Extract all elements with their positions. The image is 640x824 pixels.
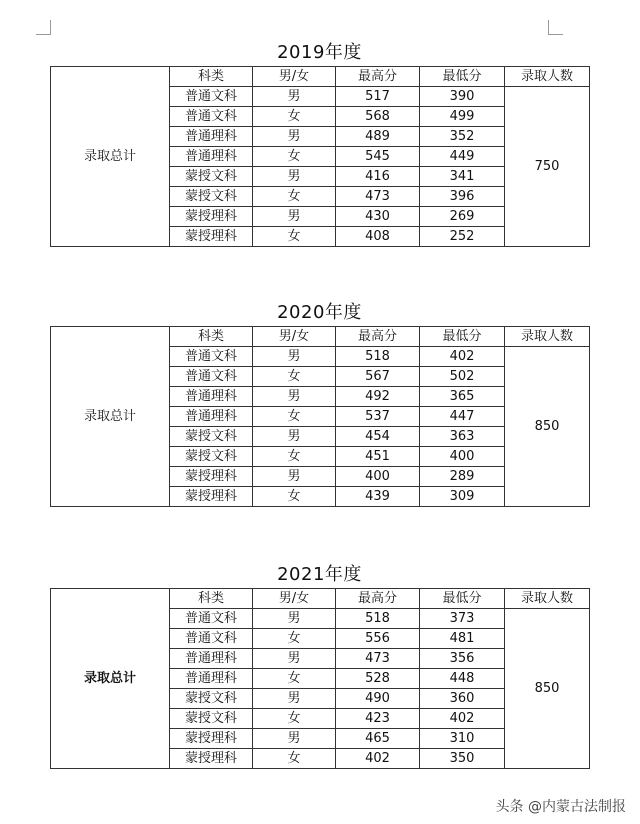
- year-title: 2020年度: [277, 302, 362, 323]
- min-score-cell: 449: [420, 147, 505, 167]
- watermark: 头条 @内蒙古法制报: [495, 799, 626, 815]
- gender-cell: 女: [253, 187, 336, 207]
- gender-cell: 女: [253, 749, 336, 769]
- column-header: 科类: [170, 67, 253, 87]
- gender-cell: 女: [253, 709, 336, 729]
- gender-cell: 女: [253, 147, 336, 167]
- year-section: [50, 562, 589, 769]
- max-score-cell: 518: [336, 609, 420, 629]
- category-cell: 蒙授文科: [170, 427, 253, 447]
- category-cell: 普通文科: [170, 107, 253, 127]
- year-section: [50, 300, 589, 507]
- header-row: [51, 327, 590, 347]
- page-corner-mark-left: [36, 20, 51, 35]
- category-cell: 蒙授文科: [170, 709, 253, 729]
- min-score-cell: 309: [420, 487, 505, 507]
- gender-cell: 女: [253, 407, 336, 427]
- column-header: 最高分: [336, 589, 420, 609]
- category-cell: 普通理科: [170, 669, 253, 689]
- gender-cell: 女: [253, 367, 336, 387]
- min-score-cell: 502: [420, 367, 505, 387]
- admission-table: [50, 326, 590, 507]
- gender-cell: 男: [253, 729, 336, 749]
- min-score-cell: 373: [420, 609, 505, 629]
- gender-cell: 男: [253, 467, 336, 487]
- category-cell: 普通文科: [170, 87, 253, 107]
- gender-cell: 女: [253, 669, 336, 689]
- column-header: 录取人数: [505, 67, 590, 87]
- min-score-cell: 360: [420, 689, 505, 709]
- admission-table: [50, 588, 590, 769]
- column-header: 男/女: [253, 67, 336, 87]
- column-header: 录取人数: [505, 589, 590, 609]
- row-group-label: 录取总计: [51, 327, 170, 507]
- column-header: 科类: [170, 327, 253, 347]
- max-score-cell: 408: [336, 227, 420, 247]
- category-cell: 普通理科: [170, 407, 253, 427]
- gender-cell: 男: [253, 649, 336, 669]
- min-score-cell: 350: [420, 749, 505, 769]
- max-score-cell: 465: [336, 729, 420, 749]
- category-cell: 蒙授理科: [170, 729, 253, 749]
- gender-cell: 男: [253, 387, 336, 407]
- category-cell: 蒙授文科: [170, 187, 253, 207]
- column-header: 最高分: [336, 67, 420, 87]
- min-score-cell: 396: [420, 187, 505, 207]
- min-score-cell: 252: [420, 227, 505, 247]
- gender-cell: 女: [253, 107, 336, 127]
- category-cell: 蒙授理科: [170, 207, 253, 227]
- max-score-cell: 423: [336, 709, 420, 729]
- column-header: 最低分: [420, 589, 505, 609]
- column-header: 最低分: [420, 327, 505, 347]
- column-header: 男/女: [253, 327, 336, 347]
- min-score-cell: 289: [420, 467, 505, 487]
- gender-cell: 男: [253, 689, 336, 709]
- page-corner-mark-right: [548, 20, 563, 35]
- max-score-cell: 492: [336, 387, 420, 407]
- min-score-cell: 365: [420, 387, 505, 407]
- year-title: 2021年度: [277, 564, 362, 585]
- max-score-cell: 567: [336, 367, 420, 387]
- min-score-cell: 352: [420, 127, 505, 147]
- admission-total-cell: 850: [505, 609, 590, 769]
- min-score-cell: 499: [420, 107, 505, 127]
- min-score-cell: 310: [420, 729, 505, 749]
- min-score-cell: 481: [420, 629, 505, 649]
- min-score-cell: 363: [420, 427, 505, 447]
- admission-total-cell: 750: [505, 87, 590, 247]
- max-score-cell: 451: [336, 447, 420, 467]
- category-cell: 普通理科: [170, 387, 253, 407]
- category-cell: 普通理科: [170, 127, 253, 147]
- admission-total-cell: 850: [505, 347, 590, 507]
- category-cell: 蒙授理科: [170, 227, 253, 247]
- max-score-cell: 473: [336, 187, 420, 207]
- min-score-cell: 402: [420, 709, 505, 729]
- category-cell: 蒙授理科: [170, 467, 253, 487]
- max-score-cell: 490: [336, 689, 420, 709]
- min-score-cell: 447: [420, 407, 505, 427]
- category-cell: 蒙授文科: [170, 447, 253, 467]
- max-score-cell: 556: [336, 629, 420, 649]
- max-score-cell: 400: [336, 467, 420, 487]
- category-cell: 普通理科: [170, 147, 253, 167]
- max-score-cell: 489: [336, 127, 420, 147]
- category-cell: 蒙授文科: [170, 167, 253, 187]
- max-score-cell: 517: [336, 87, 420, 107]
- gender-cell: 男: [253, 127, 336, 147]
- max-score-cell: 518: [336, 347, 420, 367]
- gender-cell: 女: [253, 227, 336, 247]
- header-row: [51, 589, 590, 609]
- category-cell: 蒙授文科: [170, 689, 253, 709]
- min-score-cell: 390: [420, 87, 505, 107]
- category-cell: 蒙授理科: [170, 749, 253, 769]
- column-header: 录取人数: [505, 327, 590, 347]
- row-group-label: 录取总计: [51, 589, 170, 769]
- gender-cell: 男: [253, 167, 336, 187]
- gender-cell: 男: [253, 347, 336, 367]
- category-cell: 普通文科: [170, 367, 253, 387]
- max-score-cell: 545: [336, 147, 420, 167]
- min-score-cell: 402: [420, 347, 505, 367]
- gender-cell: 男: [253, 609, 336, 629]
- min-score-cell: 356: [420, 649, 505, 669]
- column-header: 科类: [170, 589, 253, 609]
- category-cell: 普通理科: [170, 649, 253, 669]
- year-title: 2019年度: [277, 42, 362, 63]
- gender-cell: 女: [253, 487, 336, 507]
- gender-cell: 男: [253, 87, 336, 107]
- min-score-cell: 448: [420, 669, 505, 689]
- category-cell: 蒙授理科: [170, 487, 253, 507]
- max-score-cell: 430: [336, 207, 420, 227]
- max-score-cell: 473: [336, 649, 420, 669]
- column-header: 最高分: [336, 327, 420, 347]
- gender-cell: 女: [253, 447, 336, 467]
- row-group-label: 录取总计: [51, 67, 170, 247]
- category-cell: 普通文科: [170, 629, 253, 649]
- max-score-cell: 416: [336, 167, 420, 187]
- header-row: [51, 67, 590, 87]
- admission-table: [50, 66, 590, 247]
- max-score-cell: 439: [336, 487, 420, 507]
- gender-cell: 女: [253, 629, 336, 649]
- max-score-cell: 528: [336, 669, 420, 689]
- max-score-cell: 402: [336, 749, 420, 769]
- year-section: [50, 40, 589, 247]
- category-cell: 普通文科: [170, 609, 253, 629]
- column-header: 男/女: [253, 589, 336, 609]
- max-score-cell: 568: [336, 107, 420, 127]
- min-score-cell: 400: [420, 447, 505, 467]
- min-score-cell: 269: [420, 207, 505, 227]
- gender-cell: 男: [253, 427, 336, 447]
- max-score-cell: 537: [336, 407, 420, 427]
- category-cell: 普通文科: [170, 347, 253, 367]
- min-score-cell: 341: [420, 167, 505, 187]
- column-header: 最低分: [420, 67, 505, 87]
- max-score-cell: 454: [336, 427, 420, 447]
- gender-cell: 男: [253, 207, 336, 227]
